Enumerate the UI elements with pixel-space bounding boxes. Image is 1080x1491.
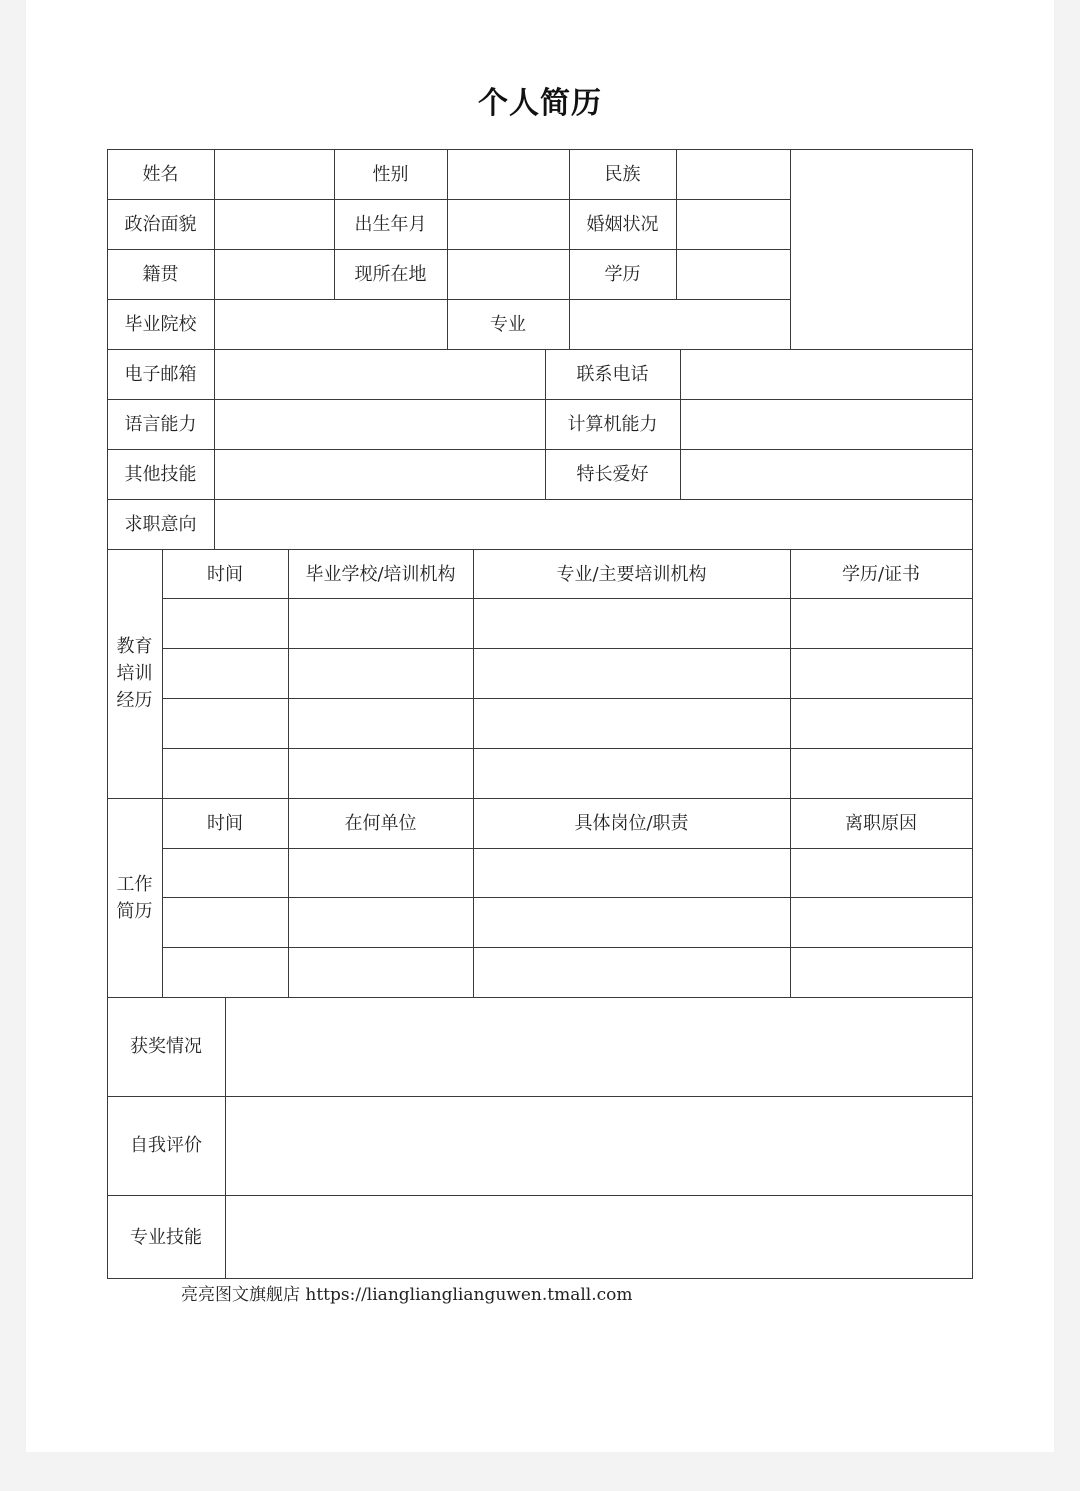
table-border-left <box>107 149 108 1279</box>
birth-date-label: 出生年月 <box>354 213 427 235</box>
other-skills-label: 其他技能 <box>124 463 197 485</box>
col-divider <box>569 149 570 349</box>
col-divider <box>288 549 289 997</box>
col-divider <box>790 549 791 997</box>
education-section-label: 教育 培训 经历 <box>116 636 153 711</box>
resume-form-table <box>26 0 1054 1452</box>
row-divider <box>107 499 973 500</box>
ethnicity-label: 民族 <box>604 163 641 185</box>
table-border-top <box>107 149 973 150</box>
row-divider <box>162 748 973 749</box>
row-divider <box>107 449 973 450</box>
work-header-position: 具体岗位/职责 <box>574 812 689 834</box>
language-ability-label: 语言能力 <box>124 413 197 435</box>
row-divider <box>107 399 973 400</box>
work-header-reason: 离职原因 <box>845 812 917 834</box>
education-header-major: 专业/主要培训机构 <box>556 563 707 585</box>
gender-label: 性别 <box>372 163 409 185</box>
row-divider <box>107 349 973 350</box>
row-divider <box>107 1195 973 1196</box>
row-divider <box>162 648 973 649</box>
job-intention-label: 求职意向 <box>124 513 197 535</box>
education-header-school: 毕业学校/培训机构 <box>305 563 456 585</box>
education-header-time: 时间 <box>207 563 243 585</box>
row-divider <box>162 947 973 948</box>
table-border-bottom <box>107 1278 973 1279</box>
phone-label: 联系电话 <box>576 363 649 385</box>
photo-box[interactable] <box>790 149 972 349</box>
professional-skills-label: 专业技能 <box>130 1226 202 1248</box>
col-divider <box>447 149 448 349</box>
col-divider <box>225 997 226 1279</box>
email-label: 电子邮箱 <box>124 363 197 385</box>
table-border-right <box>972 149 973 1279</box>
col-divider <box>545 349 546 499</box>
row-divider <box>162 848 973 849</box>
computer-ability-label: 计算机能力 <box>567 413 658 435</box>
col-divider <box>676 149 677 299</box>
row-divider <box>162 698 973 699</box>
col-divider <box>473 549 474 997</box>
hobbies-label: 特长爱好 <box>576 463 649 485</box>
native-place-label: 籍贯 <box>142 263 179 285</box>
major-label: 专业 <box>490 313 526 335</box>
marital-status-label: 婚姻状况 <box>586 213 659 235</box>
col-divider <box>790 149 791 349</box>
awards-label: 获奖情况 <box>130 1036 202 1057</box>
row-divider <box>107 997 973 998</box>
col-divider <box>680 349 681 499</box>
row-divider <box>107 1096 973 1097</box>
row-divider <box>107 798 973 799</box>
self-evaluation-label: 自我评价 <box>130 1135 202 1156</box>
work-header-employer: 在何单位 <box>344 812 417 834</box>
education-header-certificate: 学历/证书 <box>841 563 921 585</box>
row-divider <box>162 598 973 599</box>
row-divider <box>107 299 790 300</box>
row-divider <box>107 549 973 550</box>
work-section-label: 工作 简历 <box>116 873 153 922</box>
political-status-label: 政治面貌 <box>124 213 197 235</box>
col-divider <box>334 149 335 299</box>
name-label: 姓名 <box>142 163 179 185</box>
education-level-label: 学历 <box>604 263 641 285</box>
footer-text: 亮亮图文旗舰店 https://lianglianglianguwen.tmall.com <box>181 1285 633 1305</box>
graduate-school-label: 毕业院校 <box>124 313 197 335</box>
current-location-label: 现所在地 <box>354 263 427 285</box>
row-divider <box>162 897 973 898</box>
page-title: 个人简历 <box>478 86 602 121</box>
resume-page <box>26 0 1054 1452</box>
row-divider <box>107 199 790 200</box>
work-header-time: 时间 <box>207 812 243 834</box>
col-divider <box>214 149 215 549</box>
col-divider <box>162 549 163 997</box>
row-divider <box>107 249 790 250</box>
